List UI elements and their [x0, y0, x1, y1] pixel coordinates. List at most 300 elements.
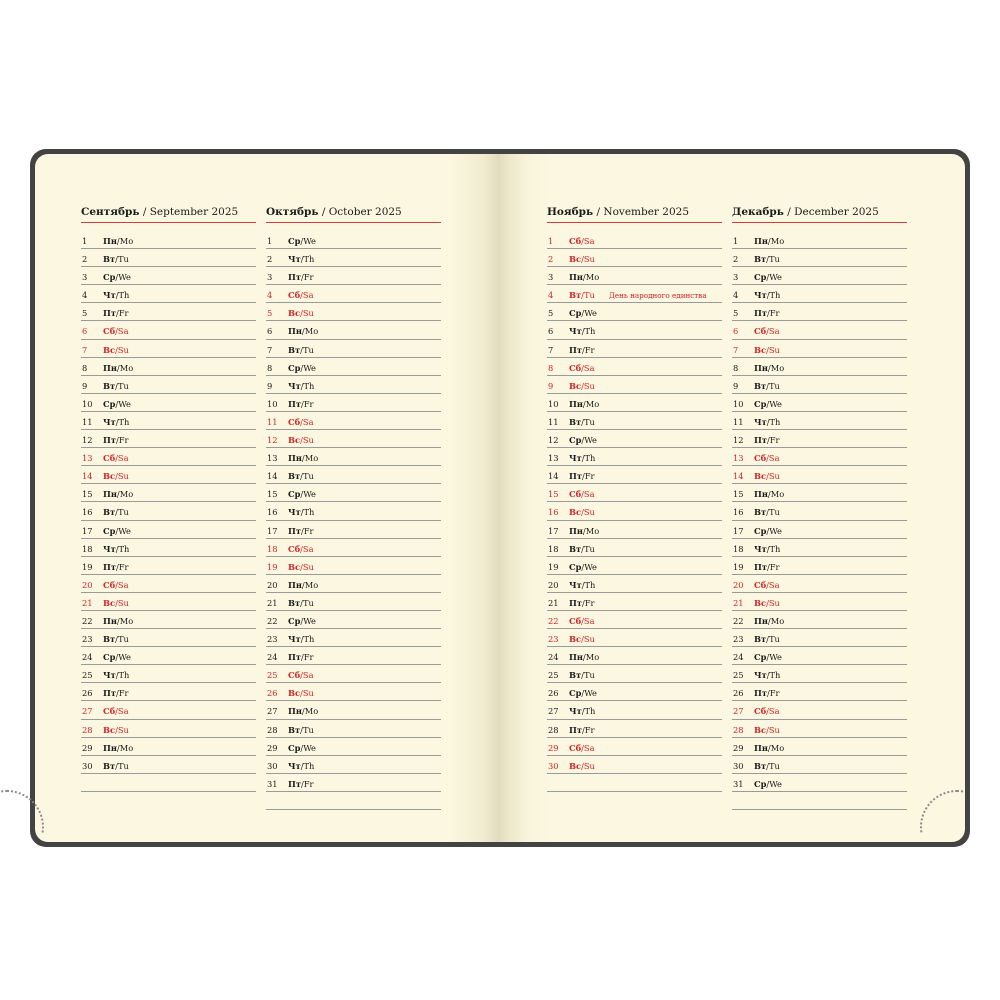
- weekday-ru: Вс: [288, 561, 301, 572]
- weekday-label: [569, 453, 595, 464]
- weekday-en: /We: [766, 652, 782, 663]
- weekday-en: /We: [300, 236, 316, 246]
- day-row: [547, 484, 722, 502]
- weekday-label: [103, 706, 129, 717]
- day-row: [81, 665, 256, 683]
- weekday-en: /Fr: [300, 525, 314, 536]
- weekday-en: /Tu: [300, 471, 314, 482]
- day-number: 4: [548, 290, 554, 301]
- weekday-label: [103, 489, 133, 500]
- weekday-ru: Пн: [103, 362, 117, 373]
- weekday-ru: Ср: [754, 398, 767, 409]
- weekday-en: /We: [766, 272, 782, 283]
- weekday-ru: Вс: [103, 344, 116, 355]
- weekday-ru: Пт: [288, 272, 301, 283]
- day-number: 22: [733, 615, 744, 626]
- weekday-label: [103, 453, 129, 464]
- day-number: 4: [82, 290, 88, 301]
- day-row: [266, 575, 441, 593]
- weekday-label: [569, 345, 595, 356]
- day-row: [732, 665, 907, 683]
- weekday-ru: Пн: [754, 615, 768, 626]
- weekday-en: /Fr: [300, 778, 314, 789]
- weekday-en: /Fr: [766, 435, 780, 446]
- weekday-label: [754, 381, 780, 392]
- day-number: 1: [82, 236, 88, 246]
- weekday-ru: Сб: [754, 453, 767, 464]
- weekday-en: /We: [766, 778, 782, 789]
- weekday-en: /Mo: [582, 652, 600, 663]
- weekday-en: /Th: [300, 507, 315, 518]
- weekday-ru: Пн: [103, 615, 117, 626]
- day-number: 26: [548, 688, 559, 699]
- day-row: [547, 448, 722, 466]
- weekday-label: [754, 435, 780, 446]
- weekday-label: [288, 453, 318, 464]
- blank-row: [266, 792, 441, 810]
- weekday-en: /Mo: [116, 489, 134, 500]
- weekday-label: [754, 652, 782, 663]
- weekday-label: [569, 471, 595, 482]
- weekday-ru: Сб: [569, 615, 582, 626]
- blank-row: [81, 774, 256, 792]
- day-number: 17: [267, 525, 278, 536]
- weekday-ru: Вс: [754, 344, 767, 355]
- day-row: [732, 376, 907, 394]
- weekday-ru: Чт: [754, 416, 767, 427]
- day-row: [732, 756, 907, 774]
- weekday-en: /Mo: [116, 362, 134, 373]
- weekday-en: /Tu: [300, 597, 314, 608]
- day-row: [547, 611, 722, 629]
- day-row: [547, 720, 722, 738]
- weekday-label: [569, 616, 595, 627]
- weekday-ru: Вт: [754, 760, 767, 771]
- day-number: 27: [82, 706, 93, 717]
- weekday-label: [754, 526, 782, 537]
- day-row: [547, 340, 722, 358]
- weekday-ru: Сб: [103, 453, 116, 464]
- day-number: 12: [267, 435, 278, 446]
- day-row: [732, 340, 907, 358]
- weekday-label: [754, 363, 784, 374]
- day-number: 14: [548, 471, 559, 482]
- day-number: 10: [82, 398, 93, 409]
- day-row: [81, 358, 256, 376]
- day-row: [266, 249, 441, 267]
- weekday-ru: Сб: [288, 670, 301, 681]
- day-row: [266, 756, 441, 774]
- weekday-ru: Сб: [288, 543, 301, 554]
- weekday-ru: Вт: [754, 634, 767, 645]
- day-row: [732, 647, 907, 665]
- day-row: [81, 593, 256, 611]
- day-row: [81, 502, 256, 520]
- weekday-ru: Вс: [103, 724, 116, 735]
- day-row: [732, 231, 907, 249]
- weekday-ru: Чт: [754, 670, 767, 681]
- day-number: 2: [82, 254, 88, 265]
- weekday-en: /Fr: [300, 398, 314, 409]
- weekday-en: /Su: [581, 634, 595, 645]
- day-number: 27: [733, 706, 744, 717]
- weekday-ru: Вс: [754, 471, 767, 482]
- month-october: [266, 206, 441, 810]
- day-number: 28: [733, 724, 744, 735]
- weekday-label: [103, 652, 131, 663]
- day-number: 20: [548, 579, 559, 590]
- weekday-en: /Sa: [300, 543, 314, 554]
- month-december: [732, 206, 907, 810]
- weekday-ru: Пт: [103, 435, 116, 446]
- weekday-en: /Fr: [300, 272, 314, 283]
- day-number: 19: [733, 561, 744, 572]
- weekday-ru: Ср: [754, 525, 767, 536]
- weekday-en: /We: [115, 398, 131, 409]
- month-header: [81, 206, 256, 223]
- day-row: [81, 629, 256, 647]
- weekday-en: /We: [581, 308, 597, 319]
- weekday-label: [569, 254, 595, 265]
- weekday-en: /Fr: [115, 308, 129, 319]
- day-row: [266, 376, 441, 394]
- weekday-en: /Th: [300, 760, 315, 771]
- weekday-label: [754, 453, 780, 464]
- weekday-ru: Пт: [754, 561, 767, 572]
- day-row: [547, 466, 722, 484]
- day-row: [266, 665, 441, 683]
- day-number: 5: [733, 308, 739, 319]
- day-number: 19: [82, 561, 93, 572]
- weekday-ru: Чт: [288, 380, 301, 391]
- weekday-en: /Su: [766, 597, 780, 608]
- day-row: [732, 321, 907, 339]
- weekday-ru: Пн: [754, 236, 768, 246]
- weekday-label: [288, 725, 314, 736]
- day-row: [81, 539, 256, 557]
- day-number: 2: [548, 254, 554, 265]
- month-november: [547, 206, 722, 792]
- weekday-label: [569, 489, 595, 500]
- weekday-ru: Вт: [754, 254, 767, 265]
- day-number: 15: [267, 489, 278, 500]
- day-row: [266, 358, 441, 376]
- weekday-en: /Sa: [581, 489, 595, 500]
- day-row: [81, 557, 256, 575]
- weekday-ru: Пт: [103, 561, 116, 572]
- weekday-label: [569, 236, 595, 247]
- day-number: 18: [82, 543, 93, 554]
- weekday-en: /Tu: [766, 254, 780, 265]
- day-row: [266, 720, 441, 738]
- day-row: [547, 502, 722, 520]
- weekday-ru: Чт: [569, 706, 582, 717]
- weekday-label: [569, 598, 595, 609]
- weekday-ru: Вс: [103, 471, 116, 482]
- day-number: 17: [82, 525, 93, 536]
- day-row: [81, 321, 256, 339]
- day-number: 31: [733, 778, 744, 789]
- weekday-label: [288, 598, 314, 609]
- weekday-ru: Сб: [569, 489, 582, 500]
- weekday-en: /We: [115, 272, 131, 283]
- day-number: 14: [82, 471, 93, 482]
- weekday-ru: Вс: [288, 435, 301, 446]
- weekday-en: /Tu: [115, 380, 129, 391]
- weekday-en: /Fr: [766, 561, 780, 572]
- day-row: [547, 683, 722, 701]
- day-number: 16: [548, 507, 559, 518]
- weekday-ru: Пт: [754, 688, 767, 699]
- weekday-en: /Su: [300, 435, 314, 446]
- day-number: 26: [733, 688, 744, 699]
- day-row: [81, 683, 256, 701]
- day-number: 21: [267, 597, 278, 608]
- day-row: [732, 267, 907, 285]
- month-september: [81, 206, 256, 792]
- day-number: 18: [267, 543, 278, 554]
- weekday-label: [569, 725, 595, 736]
- weekday-label: [288, 363, 316, 374]
- month-header: [266, 206, 441, 223]
- day-number: 7: [267, 344, 273, 355]
- day-row: [266, 647, 441, 665]
- weekday-en: /Fr: [115, 688, 129, 699]
- weekday-ru: Чт: [288, 634, 301, 645]
- day-row: [547, 376, 722, 394]
- weekday-ru: Пт: [569, 471, 582, 482]
- day-row: [81, 575, 256, 593]
- weekday-en: /Mo: [767, 362, 785, 373]
- weekday-en: /We: [300, 742, 316, 753]
- day-number: 9: [733, 380, 739, 391]
- weekday-en: /Th: [115, 670, 130, 681]
- weekday-ru: Вт: [103, 507, 116, 518]
- day-row: [266, 340, 441, 358]
- day-row: [732, 539, 907, 557]
- month-title-ru: Октябрь: [266, 206, 319, 218]
- weekday-en: /Th: [581, 579, 596, 590]
- day-row: [81, 376, 256, 394]
- weekday-en: /Mo: [301, 706, 319, 717]
- weekday-label: [569, 634, 595, 645]
- day-row: [266, 629, 441, 647]
- weekday-en: /Sa: [766, 326, 780, 337]
- day-row: [547, 557, 722, 575]
- weekday-en: /Sa: [115, 579, 129, 590]
- weekday-en: /Fr: [300, 652, 314, 663]
- weekday-ru: Ср: [103, 272, 116, 283]
- weekday-en: /Tu: [115, 254, 129, 265]
- day-number: 5: [267, 308, 273, 319]
- day-row: [732, 448, 907, 466]
- day-number: 4: [267, 290, 273, 301]
- weekday-label: [754, 272, 782, 283]
- day-row: [547, 629, 722, 647]
- day-number: 15: [548, 489, 559, 500]
- day-number: 4: [733, 290, 739, 301]
- weekday-en: /Sa: [766, 453, 780, 464]
- weekday-en: /Mo: [767, 489, 785, 500]
- weekday-en: /Mo: [767, 236, 785, 246]
- weekday-ru: Вс: [569, 254, 582, 265]
- weekday-ru: Чт: [103, 290, 116, 301]
- weekday-ru: Пн: [103, 489, 117, 500]
- day-row: [732, 466, 907, 484]
- weekday-ru: Сб: [754, 706, 767, 717]
- day-number: 6: [733, 326, 739, 337]
- weekday-label: [569, 706, 595, 717]
- day-number: 3: [267, 272, 273, 283]
- weekday-ru: Вс: [569, 634, 582, 645]
- weekday-en: /We: [766, 525, 782, 536]
- weekday-en: /Tu: [115, 760, 129, 771]
- day-row: [547, 647, 722, 665]
- day-row: [266, 394, 441, 412]
- month-title-en: / September 2025: [142, 206, 239, 218]
- day-row: [81, 430, 256, 448]
- day-row: [81, 412, 256, 430]
- weekday-label: [103, 634, 129, 645]
- day-number: 3: [82, 272, 88, 283]
- weekday-label: [103, 254, 129, 265]
- weekday-label: [103, 399, 131, 410]
- day-row: [81, 285, 256, 303]
- weekday-label: [103, 290, 129, 301]
- day-number: 13: [733, 453, 744, 464]
- day-row: [547, 358, 722, 376]
- weekday-label: [754, 326, 780, 337]
- day-row: [732, 557, 907, 575]
- day-row: [81, 611, 256, 629]
- weekday-ru: Пн: [288, 326, 302, 337]
- weekday-ru: Чт: [288, 507, 301, 518]
- day-number: 23: [733, 634, 744, 645]
- weekday-label: [754, 308, 780, 319]
- weekday-en: /Mo: [582, 398, 600, 409]
- weekday-ru: Пн: [569, 272, 583, 283]
- weekday-label: [754, 616, 784, 627]
- weekday-label: [569, 417, 595, 428]
- day-number: 9: [82, 380, 88, 391]
- weekday-label: [754, 345, 780, 356]
- weekday-en: /Th: [766, 543, 781, 554]
- month-title-ru: Декабрь: [732, 206, 784, 218]
- weekday-label: [288, 272, 314, 283]
- day-row: [547, 303, 722, 321]
- day-row: [547, 539, 722, 557]
- day-row: [266, 521, 441, 539]
- weekday-label: [288, 544, 314, 555]
- weekday-label: [103, 326, 129, 337]
- day-number: 30: [267, 760, 278, 771]
- weekday-en: /Su: [115, 471, 129, 482]
- weekday-en: /Tu: [766, 634, 780, 645]
- weekday-label: [754, 507, 780, 518]
- weekday-ru: Ср: [288, 615, 301, 626]
- weekday-en: /Sa: [115, 706, 129, 717]
- weekday-label: [754, 688, 780, 699]
- weekday-en: /Sa: [766, 706, 780, 717]
- day-row: [81, 394, 256, 412]
- weekday-ru: Пт: [288, 778, 301, 789]
- weekday-ru: Чт: [288, 760, 301, 771]
- weekday-en: /Fr: [115, 435, 129, 446]
- weekday-en: /Tu: [581, 290, 595, 301]
- weekday-ru: Вт: [569, 670, 582, 681]
- day-number: 6: [267, 326, 273, 337]
- weekday-en: /Tu: [115, 634, 129, 645]
- weekday-label: [288, 326, 318, 337]
- day-row: [81, 720, 256, 738]
- weekday-label: [569, 743, 595, 754]
- day-number: 17: [733, 525, 744, 536]
- day-row: [266, 683, 441, 701]
- weekday-label: [103, 526, 131, 537]
- weekday-ru: Пн: [569, 525, 583, 536]
- day-number: 22: [267, 615, 278, 626]
- weekday-ru: Сб: [103, 706, 116, 717]
- weekday-label: [103, 435, 129, 446]
- day-number: 5: [82, 308, 88, 319]
- weekday-label: [288, 236, 316, 247]
- month-title-en: / December 2025: [787, 206, 879, 218]
- weekday-en: /Su: [766, 344, 780, 355]
- day-number: 31: [267, 778, 278, 789]
- month-header: [547, 206, 722, 223]
- weekday-en: /Sa: [300, 670, 314, 681]
- weekday-en: /Th: [581, 706, 596, 717]
- weekday-en: /Fr: [581, 471, 595, 482]
- day-number: 20: [267, 579, 278, 590]
- day-row: [81, 647, 256, 665]
- weekday-en: /Sa: [766, 579, 780, 590]
- day-number: 6: [548, 326, 554, 337]
- weekday-en: /Mo: [301, 579, 319, 590]
- day-row: [266, 502, 441, 520]
- weekday-label: [569, 290, 595, 301]
- day-number: 22: [548, 615, 559, 626]
- blank-row: [732, 792, 907, 810]
- day-number: 8: [267, 362, 273, 373]
- weekday-label: [754, 544, 780, 555]
- day-number: 8: [82, 362, 88, 373]
- day-row: [732, 720, 907, 738]
- weekday-ru: Ср: [569, 435, 582, 446]
- weekday-label: [754, 779, 782, 790]
- day-row: [81, 231, 256, 249]
- weekday-label: [103, 308, 129, 319]
- month-title-en: / October 2025: [321, 206, 402, 218]
- weekday-en: /Su: [300, 688, 314, 699]
- day-row: [266, 321, 441, 339]
- weekday-en: /Sa: [581, 615, 595, 626]
- weekday-ru: Вт: [103, 380, 116, 391]
- day-number: 15: [82, 489, 93, 500]
- day-number: 23: [82, 634, 93, 645]
- day-row: [547, 756, 722, 774]
- weekday-en: /Mo: [767, 615, 785, 626]
- weekday-en: /We: [581, 435, 597, 446]
- weekday-label: [569, 761, 595, 772]
- weekday-label: [754, 254, 780, 265]
- weekday-ru: Чт: [754, 543, 767, 554]
- corner-dotted-arc-right: [920, 790, 994, 864]
- weekday-ru: Пн: [288, 579, 302, 590]
- day-row: [81, 701, 256, 719]
- weekday-en: /Su: [115, 724, 129, 735]
- weekday-en: /Sa: [300, 416, 314, 427]
